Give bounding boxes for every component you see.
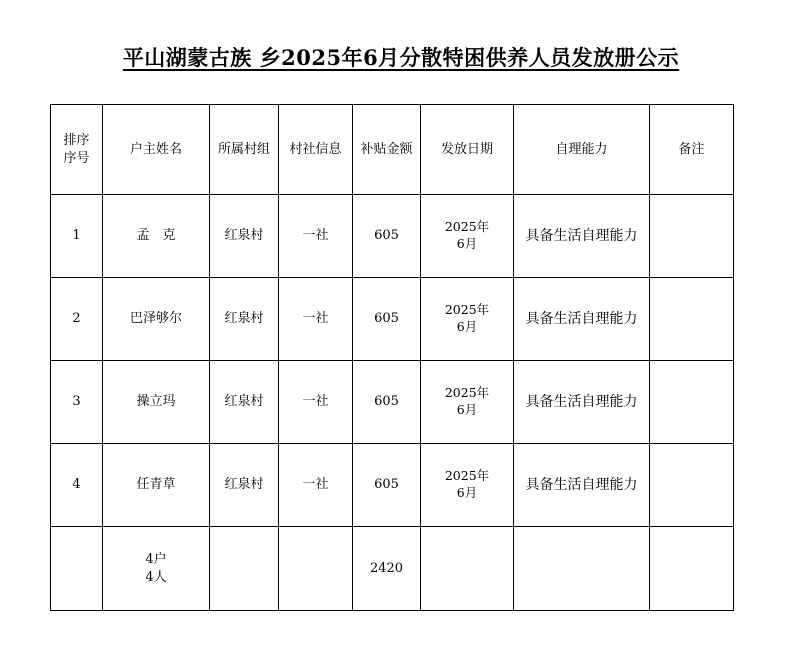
cell-name: 操立玛 xyxy=(103,361,210,444)
table-row xyxy=(51,444,734,527)
header-date: 发放日期 xyxy=(421,105,514,195)
cell-ability: 具备生活自理能力 xyxy=(514,444,650,527)
total-cell-date xyxy=(421,527,514,611)
cell-name: 任青草 xyxy=(103,444,210,527)
cell-community: 一社 xyxy=(279,444,353,527)
total-cell-community xyxy=(279,527,353,611)
header-name: 户主姓名 xyxy=(103,105,210,195)
cell-date: 2025年 6月 xyxy=(421,361,514,444)
cell-remark xyxy=(650,278,734,361)
header-row xyxy=(51,105,734,195)
cell-community: 一社 xyxy=(279,361,353,444)
total-amount: 2420 xyxy=(353,527,421,611)
total-cell-seq xyxy=(51,527,103,611)
cell-name: 巴泽够尔 xyxy=(103,278,210,361)
cell-amount: 605 xyxy=(353,361,421,444)
cell-ability: 具备生活自理能力 xyxy=(514,361,650,444)
header-amount: 补贴金额 xyxy=(353,105,421,195)
header-seq: 排序 序号 xyxy=(51,105,103,195)
header-village: 所属村组 xyxy=(210,105,279,195)
cell-seq: 4 xyxy=(51,444,103,527)
header-community: 村社信息 xyxy=(279,105,353,195)
cell-village: 红泉村 xyxy=(210,278,279,361)
total-cell-ability xyxy=(514,527,650,611)
cell-date: 2025年 6月 xyxy=(421,195,514,278)
cell-ability: 具备生活自理能力 xyxy=(514,278,650,361)
cell-date: 2025年 6月 xyxy=(421,444,514,527)
total-row xyxy=(51,527,734,611)
roster-table xyxy=(50,104,734,611)
header-remark: 备注 xyxy=(650,105,734,195)
cell-village: 红泉村 xyxy=(210,444,279,527)
table-row xyxy=(51,195,734,278)
table-row xyxy=(51,361,734,444)
cell-amount: 605 xyxy=(353,444,421,527)
cell-remark xyxy=(650,444,734,527)
table-row xyxy=(51,278,734,361)
cell-amount: 605 xyxy=(353,278,421,361)
header-ability: 自理能力 xyxy=(514,105,650,195)
cell-community: 一社 xyxy=(279,278,353,361)
total-households: 4户 4人 xyxy=(103,527,210,611)
cell-amount: 605 xyxy=(353,195,421,278)
cell-remark xyxy=(650,361,734,444)
total-cell-remark xyxy=(650,527,734,611)
cell-seq: 2 xyxy=(51,278,103,361)
cell-village: 红泉村 xyxy=(210,361,279,444)
cell-village: 红泉村 xyxy=(210,195,279,278)
title-text: 平山湖蒙古族 乡2025年6月分散特困供养人员发放册公示 xyxy=(122,45,680,70)
cell-seq: 1 xyxy=(51,195,103,278)
cell-community: 一社 xyxy=(279,195,353,278)
cell-remark xyxy=(650,195,734,278)
cell-ability: 具备生活自理能力 xyxy=(514,195,650,278)
cell-date: 2025年 6月 xyxy=(421,278,514,361)
total-cell-village xyxy=(210,527,279,611)
cell-name: 孟 克 xyxy=(103,195,210,278)
page-title xyxy=(0,42,802,72)
cell-seq: 3 xyxy=(51,361,103,444)
